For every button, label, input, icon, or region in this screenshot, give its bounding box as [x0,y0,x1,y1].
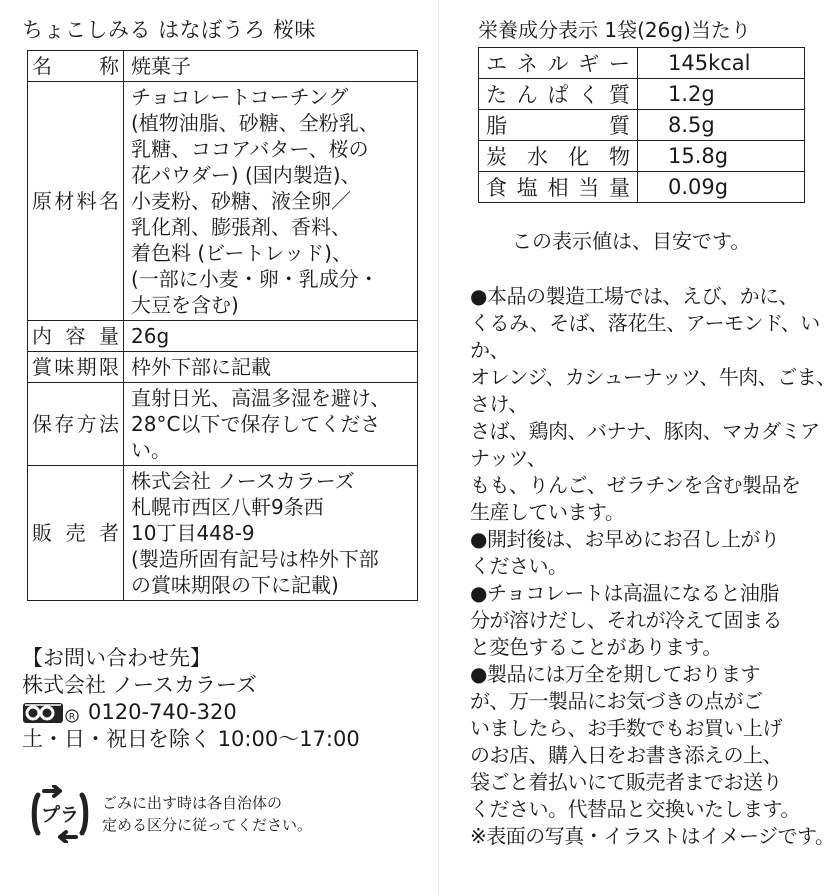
info-row-storage [28,383,418,466]
info-label: 内容量 [28,321,124,352]
contact-block [22,645,360,753]
contact-phone-row [22,699,360,726]
nutrition-value: 15.8g [638,141,805,172]
column-divider [438,0,439,895]
info-value: 株式会社 ノースカラーズ 札幌市西区八軒9条西 10丁目448-9 (製造所固有記号は枠外下部 の賞味期限の下に記載) [124,466,418,601]
info-label: 賞味期限 [28,352,124,383]
info-row-expiry [28,352,418,383]
nutrition-value: 0.09g [638,172,805,203]
nutrition-row-protein [479,79,805,110]
info-value: 26g [124,321,418,352]
product-name: ちょこしみる はなぼうろ 桜味 [22,18,316,42]
caution-notes [470,283,836,850]
note-image: ※表面の写真・イラストはイメージです。 [470,824,835,848]
svg-text:R: R [68,712,76,722]
nutrition-label: 炭水化物 [479,141,638,172]
note-allergen: ●本品の製造工場では、えび、かに、 くるみ、そば、落花生、アーモンド、いか、 オレンジ、カシューナッツ、牛肉、ごま、さけ、 さば、鶏肉、バナナ、豚肉、マカダミアナッツ、 もも、りんご、ゼラチンを含む製品を 生産しています。 [470,284,836,524]
nutrition-label: たんぱく質 [479,79,638,110]
pla-recycle-icon [30,785,90,843]
nutrition-row-energy [479,48,805,79]
contact-hours: 土・日・祝日を除く 10:00〜17:00 [22,727,360,751]
info-row-seller [28,466,418,601]
product-info-table [27,50,418,601]
info-label: 名 称 [28,51,124,82]
pla-mark-text: プラ [40,804,80,826]
nutrition-label: 食塩相当量 [479,172,638,203]
info-value: 直射日光、高温多湿を避け、 28°C以下で保存してください。 [124,383,418,466]
nutrition-value: 145kcal [638,48,805,79]
recycle-block [30,785,312,843]
nutrition-row-fat [479,110,805,141]
contact-heading: 【お問い合わせ先】 [22,646,211,670]
nutrition-row-salt [479,172,805,203]
recycle-instructions: ごみに出す時は各自治体の 定める区分に従ってください。 [102,794,313,834]
note-chocolate: ●チョコレートは高温になると油脂 分が溶けだし、それが冷えて固まる と変色することがあります。 [470,581,782,659]
nutrition-note: この表示値は、目安です。 [512,229,751,253]
note-product-guarantee: ●製品には万全を期しております が、万一製品にお気づきの点がご いましたら、お手数でもお買い上げ のお店、購入日をお書き添えの上、 袋ごと着払いにて販売者までお送り ください。代替品と交換いたします。 [470,662,800,821]
contact-company: 株式会社 ノースカラーズ [22,673,257,697]
nutrition-value: 8.5g [638,110,805,141]
freedial-icon [22,702,80,724]
nutrition-row-carbohydrate [479,141,805,172]
info-value: 焼菓子 [124,51,418,82]
info-row-content [28,321,418,352]
info-row-ingredients [28,82,418,321]
info-value: 枠外下部に記載 [124,352,418,383]
nutrition-title: 栄養成分表示 1袋(26g)当たり [478,18,751,42]
nutrition-label: エネルギー [479,48,638,79]
nutrition-table [478,47,805,203]
info-row-name [28,51,418,82]
info-label: 販売者 [28,466,124,601]
note-after-opening: ●開封後は、お早めにお召し上がり ください。 [470,527,780,578]
info-value: チョコレートコーチング (植物油脂、砂糖、全粉乳、 乳糖、ココアバター、桜の 花パウダー) (国内製造)、 小麦粉、砂糖、液全卵／ 乳化剤、膨張剤、香料、 着色料 (ビートレッド)、 (一部に小麦・卵・乳成分・ 大豆を含む) [124,82,418,321]
nutrition-label: 脂質 [479,110,638,141]
info-label: 原材料名 [28,82,124,321]
info-label: 保存方法 [28,383,124,466]
phone-number: 0120-740-320 [88,700,237,724]
nutrition-value: 1.2g [638,79,805,110]
